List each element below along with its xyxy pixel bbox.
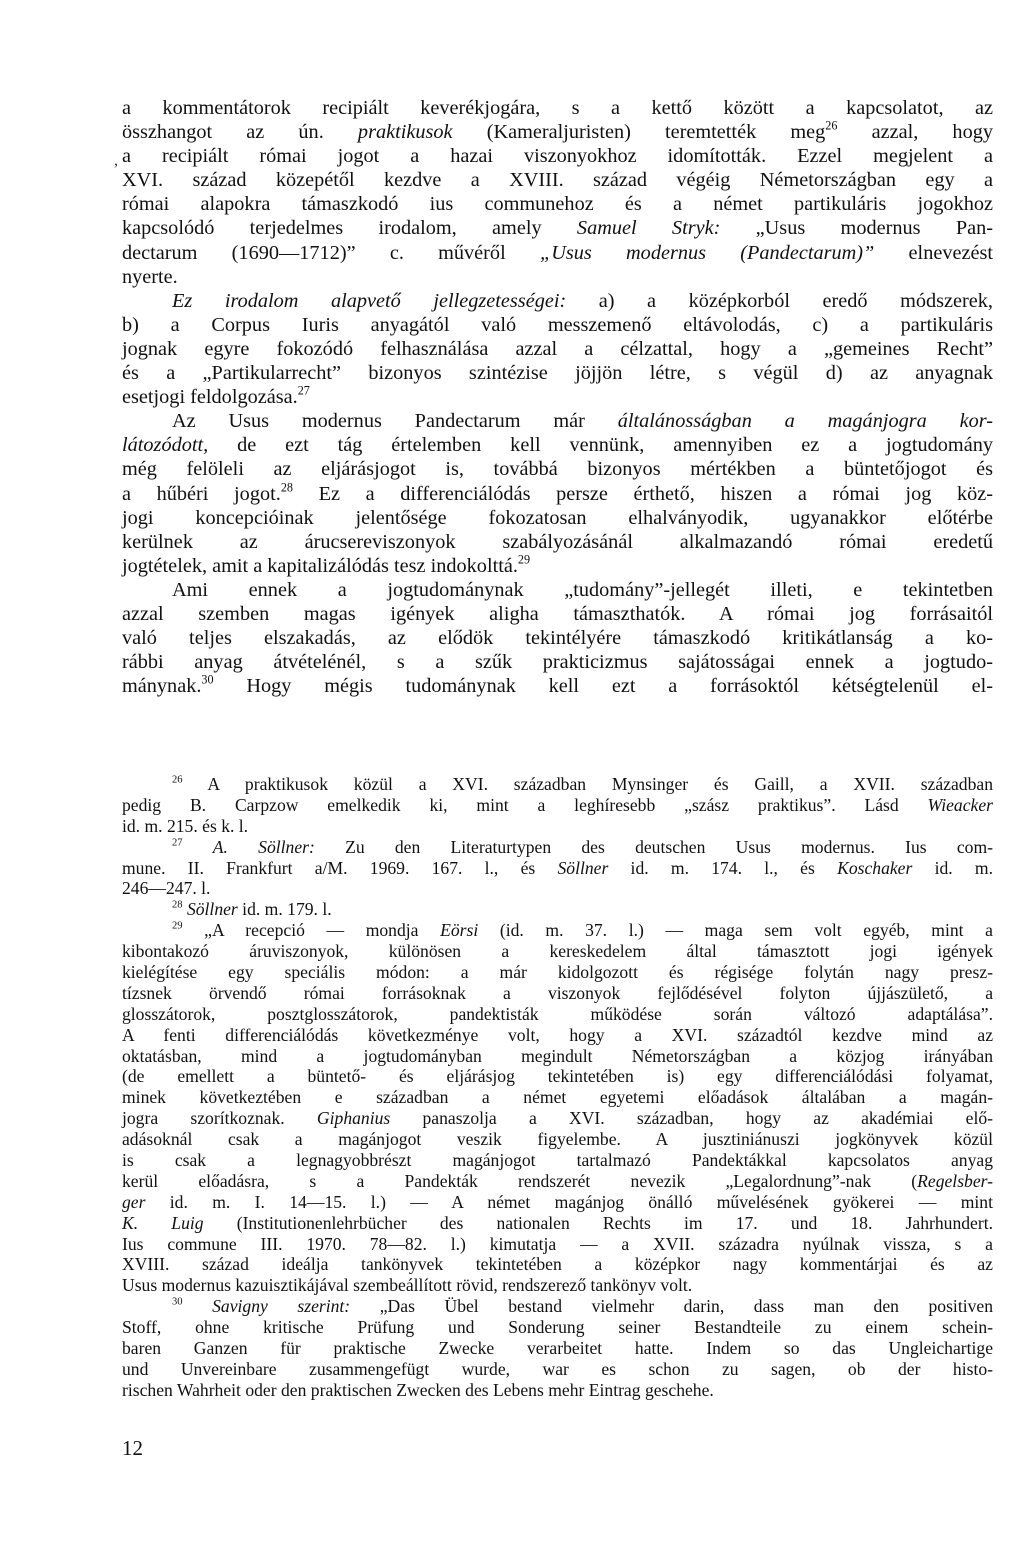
footnote-line [122,1317,993,1338]
footnote-line [122,858,993,879]
text-run: id. m. [912,857,994,878]
footnote-line [122,837,993,858]
footnote-line [122,1108,993,1129]
text-line [122,530,993,554]
footnote-line [122,1192,993,1213]
italic-run: látozódott, [122,434,209,457]
text-run: kibontakozó áruviszonyok, különösen a kereskedelem által támasztott jogi igények [122,941,993,962]
text-run: A fenti differenciálódás következménye volt, hogy a XVI. századtól kezdve mind az [122,1024,993,1045]
text-run: nyerte. [122,265,178,288]
text-run: is csak a legnagyobbrészt magánjogot tartalmazó Pandektákkal kapcsolatos anyag [122,1150,993,1171]
text-run: azzal szemben magas igények aligha támaszthatók. A római jog forrásaitól [122,602,993,625]
text-run: id. m. I. 14—15. l.) — A német magánjog önálló művelésének gyökerei — mint [145,1191,993,1212]
italic-run: Söllner [557,857,609,878]
text-line [122,554,993,578]
text-run: oktatásban, mind a jogtudományban megindult Németországban a közjog irányában [122,1045,993,1066]
text-run: és a „Partikularrecht” bizonyos szintézise jöjjön létre, s végül d) az anyagnak [122,362,993,385]
text-line [122,241,993,265]
text-run: való teljes elszakadás, az elődök tekintélyére támaszkodó kritikátlanság a ko- [122,627,993,650]
text-run: Az Usus modernus Pandectarum már [172,410,618,433]
text-line [122,479,994,506]
text-run: rábbi anyag átvételénél, s a szűk prakticizmus sajátosságai ennek a jogtudo- [122,651,993,674]
text-run: id. m. 174. l., és [608,857,838,878]
text-run: jogra szorítkoznak. [122,1108,317,1129]
text-run: Stoff, ohne kritische Prüfung und Sonderung seiner Bestandteile zu einem schein- [122,1317,993,1338]
margin-mark: , [114,152,118,169]
text-run: XVIII. század ideálja tankönyvek tekintetében a középkor nagy kommentárjai és az [122,1254,993,1275]
footnote-ref: 30 [172,1296,183,1308]
footnote-line [122,1087,993,1108]
text-run: Usus modernus kazuisztikájával szembeállított rövid, rendszerező tankönyv volt. [122,1275,693,1296]
text-run: minek következtében e században a német egyetemi előadások általában a magán- [122,1087,993,1108]
footnote-ref: 26 [172,774,183,786]
text-run: (Kameraljuristen) teremtették meg [452,121,826,144]
text-run [183,837,213,857]
text-run: kerül előadásra, s a Pandekták rendszerét nevezik „Legalordnung”-nak ( [122,1170,918,1191]
text-run: id. m. 215. és k. l. [122,815,249,836]
footnote-line [122,1213,993,1234]
text-line [122,96,993,120]
text-run: glosszátorok, posztglosszátorok, pandektisták működése során változó adaptálása”. [122,1003,993,1024]
text-run: azzal, hogy [837,121,993,144]
text-line [122,674,993,698]
text-run: baren Ganzen für praktische Zwecke verarbeitet hatte. Indem so das Ungleichartige [122,1338,993,1359]
text-run: elnevezést [874,241,994,264]
text-run: „Usus modernus Pan- [720,217,994,240]
text-line [122,506,993,530]
text-line [122,265,993,289]
text-line [122,192,993,216]
footnote-ref: 30 [201,672,214,687]
text-run: adásoknál csak a magánjogot veszik figyelembe. A jusztiniánuszi jogkönyvek közül [122,1129,993,1150]
footnote-line [122,1004,993,1025]
footnote-line [122,1359,993,1380]
italic-run: „Usus modernus (Pandectarum)” [539,241,875,264]
footnote-line [122,774,993,795]
footnote-line [122,1275,993,1296]
text-run: A praktikusok közül a XVI. században Mynsinger és Gaill, a XVII. században [182,774,993,794]
footnote-line [122,962,993,983]
text-run: jognak egyre fokozódó felhasználása azzal a célzattal, hogy a „gemeines Recht” [122,337,993,360]
text-run: mune. II. Frankfurt a/M. 1969. 167. l., és [122,857,558,878]
text-line [122,120,993,144]
text-run: b) a Corpus Iuris anyagától való messzemenő eltávolodás, c) a partikuláris [122,313,993,336]
footnote-line [122,1254,993,1275]
text-line [122,168,993,192]
italic-run: ger [122,1191,146,1212]
text-run: „A recepció — mondja [182,920,441,941]
text-line [122,289,993,313]
italic-run: Ez irodalom alapvető jellegzetességei: [172,289,567,312]
footnote-line [122,899,993,920]
italic-run: Wieacker [927,794,993,815]
text-run: id. m. 179. l. [237,899,332,920]
footnote-line [122,1338,993,1359]
text-run: (id. m. 37. l.) — maga sem volt egyéb, mint a [478,920,993,941]
text-run: kerülnek az árucsereviszonyok szabályozásánál alkalmazandó római eredetű [122,530,993,553]
text-run: a) a középkorból eredő módszerek, [566,289,993,312]
italic-run: Regelsber- [917,1170,993,1191]
footnote-line [122,983,993,1004]
italic-run: A. Söllner: [212,836,315,857]
text-run: Zu den Literaturtypen des deutschen Usus modernus. Ius com- [314,836,993,857]
footnote-ref: 27 [172,837,183,849]
text-run: Ez a differenciálódás persze érthető, hiszen a római jog köz- [292,482,994,505]
text-run: a kommentátorok recipiált keverékjogára, s a kettő között a kapcsolatot, az [122,97,993,119]
text-run: a recipiált római jogot a hazai viszonyokhoz idomították. Ezzel megjelent a [122,145,993,168]
text-run: jogtételek, amit a kapitalizálódás tesz indokolttá. [122,554,518,577]
text-run: de ezt tág értelemben kell vennünk, amennyiben ez a jogtudomány [208,434,993,457]
footnote-ref: 28 [172,899,183,911]
footnote-line [122,1380,993,1401]
footnote-line [122,795,993,816]
footnote-ref: 29 [172,920,183,932]
footnote-ref: 26 [825,118,838,133]
text-run: panaszolja a XVI. században, hogy az akadémiai elő- [390,1108,993,1129]
italic-run: Samuel Stryk: [576,217,721,240]
footnote-line [122,1129,993,1150]
text-line [122,409,993,433]
text-run: und Unvereinbare zusammengefügt wurde, war es schon zu sagen, ob der histo- [122,1358,993,1379]
text-run: kielégítése egy speciális módon: a már kidolgozott és régisége folytán nagy presz- [122,962,993,983]
footnote-ref: 29 [517,552,531,567]
footnote-line [122,1171,993,1192]
text-run: (de emellett a büntető- és eljárásjog tekintetében is) egy differenciálódási folyamat, [122,1066,993,1087]
text-run: Ami ennek a jogtudománynak „tudomány”-jellegét illeti, e tekintetben [172,578,993,601]
text-run: pedig B. Carpzow emelkedik ki, mint a leghíresebb „szász praktikus”. Lásd [122,794,928,815]
text-line [122,385,993,409]
footnote-line [122,1150,993,1171]
main-text [122,96,993,698]
footnote-line [122,1025,993,1046]
italic-run: általánosságban a magánjogra kor- [617,410,993,433]
text-run: a hűbéri jogot. [122,482,281,505]
text-line [122,457,993,481]
text-line [122,433,993,457]
text-run: összhangot az ún. [122,121,358,144]
text-line [122,578,993,602]
footnote-line [122,920,993,941]
text-run: kapcsolódó terjedelmes irodalom, amely [122,217,577,240]
text-run: dectarum (1690—1712)” c. művéről [122,241,540,264]
italic-run: Koschaker [837,857,913,878]
text-line [122,361,993,385]
footnote-line [122,878,993,899]
text-line [122,216,993,240]
footnote-line [122,1234,993,1255]
text-run: még felöleli az eljárásjogot is, továbbá bizonyos mértékben a büntetőjogot és [122,458,993,481]
text-run: Ius commune III. 1970. 78—82. l.) kimutatja — a XVII. századra nyúlnak vissza, s a [122,1233,993,1254]
text-run: XVI. század közepétől kezdve a XVIII. század végéig Németországban egy a [122,169,993,192]
text-run: rischen Wahrheit oder den praktischen Zwecken des Lebens mehr Eintrag geschehe. [122,1379,714,1400]
page-number: 12 [122,1436,143,1460]
footnote-ref: 27 [297,383,310,398]
italic-run: praktikusok [357,121,453,144]
text-run [183,1296,213,1316]
text-run: „Das Übel bestand vielmehr darin, dass man den positiven [350,1296,993,1317]
footnote-line [122,941,993,962]
italic-run: Eörsi [440,920,479,941]
footnote-line [122,1046,993,1067]
text-line [122,144,993,168]
text-line [122,602,993,626]
text-run: mánynak. [122,675,202,698]
footnote-line [122,1296,993,1317]
footnote-line [122,816,993,837]
text-run: római alapokra támaszkodó ius communehoz és a német partikuláris jogokhoz [122,193,993,216]
text-run: (Institutionenlehrbücher des nationalen Rechts im 17. und 18. Jahrhundert. [203,1212,993,1233]
text-line [122,313,993,337]
text-line [122,626,993,650]
text-run: esetjogi feldolgozása. [122,386,298,409]
footnote-ref: 28 [280,479,293,494]
text-line [122,650,993,674]
text-run: tízsnek örvendő római forrásoknak a viszonyok fejlődésével folyton újjászülető, a [122,982,993,1003]
italic-run: Savigny szerint: [212,1296,351,1317]
text-run: Hogy mégis tudománynak kell ezt a forrásoktól kétségtelenül el- [213,675,993,698]
italic-run: K. Luig [122,1212,204,1233]
italic-run: Söllner [186,899,238,920]
text-run: 246—247. l. [122,878,211,899]
footnotes [122,774,993,1401]
text-line [122,337,993,361]
italic-run: Giphanius [316,1108,391,1129]
text-run: jogi koncepcióinak jelentősége fokozatosan elhalványodik, ugyanakkor előtérbe [122,506,993,529]
footnote-line [122,1066,993,1087]
